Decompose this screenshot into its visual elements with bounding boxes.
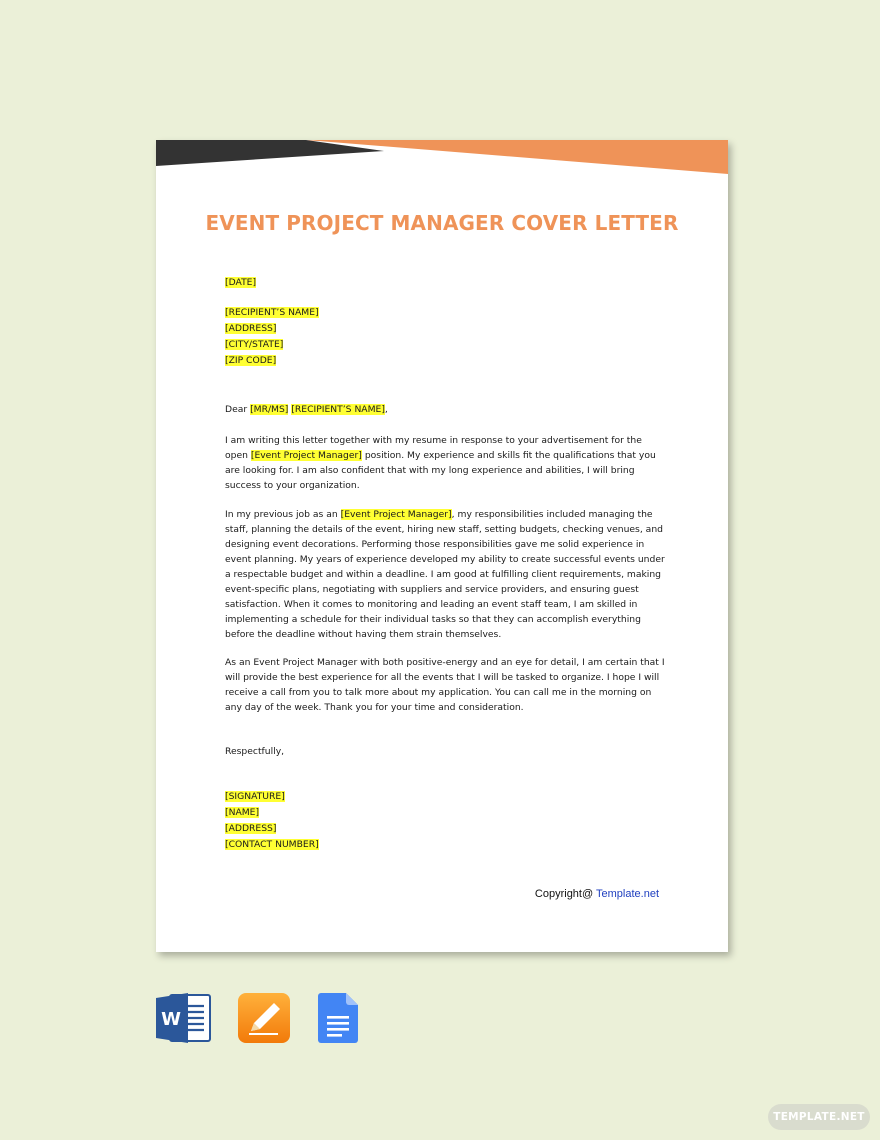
document-title: EVENT PROJECT MANAGER COVER LETTER (205, 211, 679, 235)
paragraph-3: As an Event Project Manager with both positive-energy and an eye for detail, I am certain that I will provide the best experience for all the events that I will be tasked to organize. I hope I will receive a call from you to talk more about my application. You can call me in the morning on any day of the week. Thank you for your time and consideration. (225, 657, 665, 713)
word-icon-letter: W (161, 1009, 181, 1030)
paragraph-1-job-title: [Event Project Manager] (250, 450, 362, 461)
sender-contact: [CONTACT NUMBER] (225, 839, 319, 850)
closing: Respectfully, (225, 746, 285, 757)
word-icon[interactable] (156, 993, 211, 1043)
salutation-prefix: Dear (225, 404, 251, 415)
date-placeholder: [DATE] (225, 277, 257, 288)
pages-icon[interactable] (238, 993, 290, 1043)
paragraph-2-after: , my responsibilities included managing the staff, planning the details of the event, hiring new staff, setting budgets, checking venues, and designing event decorations. Performing those responsibilities gave me solid experience in event planning. My years of experience developed my ability to create successful events under a respectable budget and within a deadline. I am good at fulfilling client requirements, making event-specific plans, negotiating with suppliers and service providers, and ensuring guest satisfaction. When it comes to monitoring and leading an event staff team, I am skilled in implementing a schedule for their individual tasks so that they can accomplish everything before the deadline without having them strain themselves. (225, 509, 665, 640)
header-banner (156, 140, 728, 176)
sender-address: [ADDRESS] (225, 823, 277, 834)
sender-name: [NAME] (225, 807, 260, 818)
recipient-block (225, 305, 665, 369)
recipient-address: [ADDRESS] (225, 323, 277, 334)
google-docs-icon[interactable] (318, 993, 358, 1043)
template-net-watermark[interactable]: TEMPLATE.NET (768, 1104, 870, 1130)
paragraph-1-before: I am writing this letter together with my resume in response to your advertisement for the open (225, 435, 642, 461)
copyright (535, 888, 659, 900)
recipient-zip: [ZIP CODE] (225, 355, 277, 366)
date-block (225, 275, 665, 290)
paragraph-1 (225, 433, 665, 493)
sender-signature: [SIGNATURE] (225, 791, 285, 802)
recipient-city-state: [CITY/STATE] (225, 339, 284, 350)
salutation-suffix: , (384, 404, 388, 415)
paragraph-2-job-title: [Event Project Manager] (340, 509, 452, 520)
banner-dark-band (156, 140, 384, 166)
document-page (156, 140, 728, 952)
paragraph-1-after: position. My experience and skills fit the qualifications that you are looking for. I am also confident that with my long experience and abilities, I will bring success to your organization. (225, 450, 656, 491)
salutation-name: [RECIPIENT’S NAME] (291, 404, 385, 415)
copyright-label: Copyright@ (534, 888, 597, 900)
paragraph-2-before: In my previous job as an (225, 509, 341, 520)
recipient-name: [RECIPIENT’S NAME] (225, 307, 319, 318)
copyright-link[interactable]: Template.net (596, 888, 659, 900)
salutation-title: [MR/MS] (250, 404, 289, 415)
sender-block (225, 789, 665, 853)
paragraph-2 (225, 507, 665, 642)
salutation (225, 402, 665, 417)
